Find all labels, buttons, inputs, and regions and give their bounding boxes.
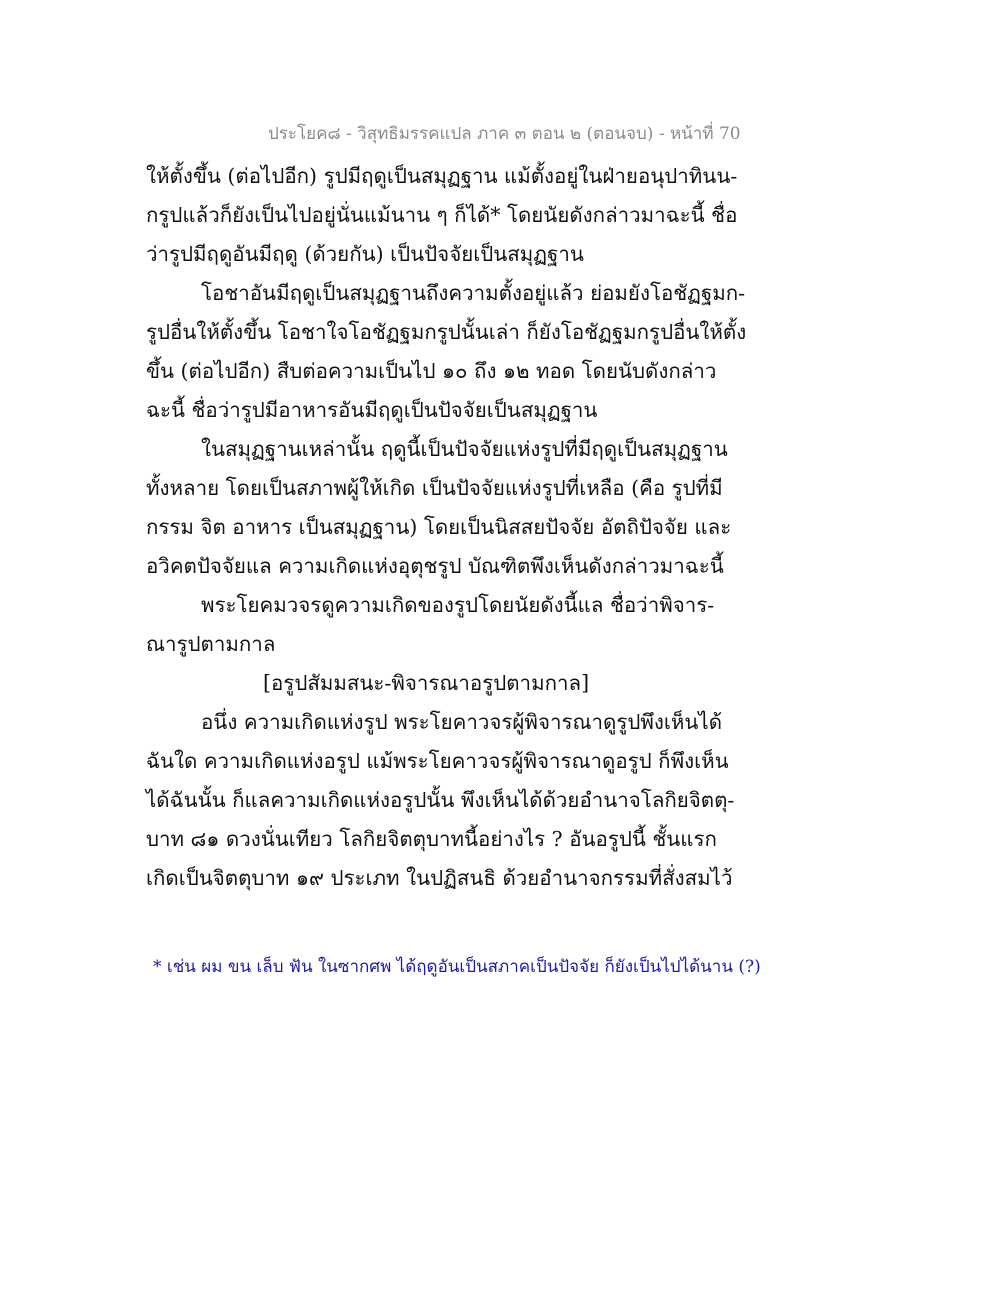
text-line: ว่ารูปมีฤดูอันมีฤดู (ด้วยกัน) เป็นปัจจัยเป็นสมุฏฐาน xyxy=(146,242,584,266)
text-line: ขึ้น (ต่อไปอีก) สืบต่อความเป็นไป ๑๐ ถึง ๑๒ ทอด โดยนับดังกล่าว xyxy=(146,359,717,383)
text-line: ณารูปตามกาล xyxy=(146,632,276,656)
text-line: รูปอื่นให้ตั้งขึ้น โอชาใจโอชัฏฐมกรูปนั้นเล่า ก็ยังโอชัฏฐมกรูปอื่นให้ตั้ง xyxy=(146,320,747,344)
footnote: * เช่น ผม ขน เล็บ ฟัน ในซากศพ ได้ฤดูอันเป็นสภาคเป็นปัจจัย ก็ยังเป็นไปได้นาน (?) xyxy=(153,957,761,977)
text-line: ฉันใด ความเกิดแห่งอรูป แม้พระโยคาวจรผู้พิจารณาดูอรูป ก็พึงเห็น xyxy=(146,749,729,773)
text-line: ได้ฉันนั้น ก็แลความเกิดแห่งอรูปนั้น พึงเห็นได้ด้วยอำนาจโลกิยจิตตุ- xyxy=(146,788,735,812)
text-line: อวิคตปัจจัยแล ความเกิดแห่งอุตุชรูป บัณฑิตพึงเห็นดังกล่าวมาฉะนี้ xyxy=(146,554,724,578)
text-line: ทั้งหลาย โดยเป็นสภาพผู้ให้เกิด เป็นปัจจัยแห่งรูปที่เหลือ (คือ รูปที่มี xyxy=(146,476,723,500)
text-line: ฉะนี้ ชื่อว่ารูปมีอาหารอันมีฤดูเป็นปัจจัยเป็นสมุฏฐาน xyxy=(146,398,598,422)
paragraph-start-line: พระโยคมวจรดูความเกิดของรูปโดยนัยดังนี้แล ชื่อว่าพิจาร- xyxy=(201,593,715,617)
running-header: ประโยค๘ - วิสุทธิมรรคแปล ภาค ๓ ตอน ๒ (ตอนจบ) - หน้าที่ 70 xyxy=(268,124,741,144)
text-line: กรรม จิต อาหาร เป็นสมุฏฐาน) โดยเป็นนิสสยปัจจัย อัตถิปัจจัย และ xyxy=(146,515,732,539)
text-line: บาท ๘๑ ดวงนั่นเทียว โลกิยจิตตุบาทนี้อย่างไร ? อันอรูปนี้ ชั้นแรก xyxy=(146,827,717,851)
text-line: ให้ตั้งขึ้น (ต่อไปอีก) รูปมีฤดูเป็นสมุฏฐาน แม้ตั้งอยู่ในฝ่ายอนุปาทินน- xyxy=(146,164,738,188)
section-heading: [อรูปสัมมสนะ-พิจารณาอรูปตามกาล] xyxy=(263,671,590,695)
paragraph-start-line: โอชาอันมีฤดูเป็นสมุฏฐานถึงความตั้งอยู่แล้ว ย่อมยังโอชัฏฐมก- xyxy=(201,281,746,305)
text-line: เกิดเป็นจิตตุบาท ๑๙ ประเภท ในปฏิสนธิ ด้วยอำนาจกรรมที่สั่งสมไว้ xyxy=(146,866,733,890)
paragraph-start-line: อนึ่ง ความเกิดแห่งรูป พระโยคาวจรผู้พิจารณาดูรูปพึงเห็นได้ xyxy=(201,710,723,734)
paragraph-start-line: ในสมุฏฐานเหล่านั้น ฤดูนี้เป็นปัจจัยแห่งรูปที่มีฤดูเป็นสมุฏฐาน xyxy=(201,437,728,461)
text-line: กรูปแล้วก็ยังเป็นไปอยู่นั่นแม้นาน ๆ ก็ได้* โดยนัยดังกล่าวมาฉะนี้ ชื่อ xyxy=(146,203,738,227)
body-text xyxy=(146,157,746,898)
